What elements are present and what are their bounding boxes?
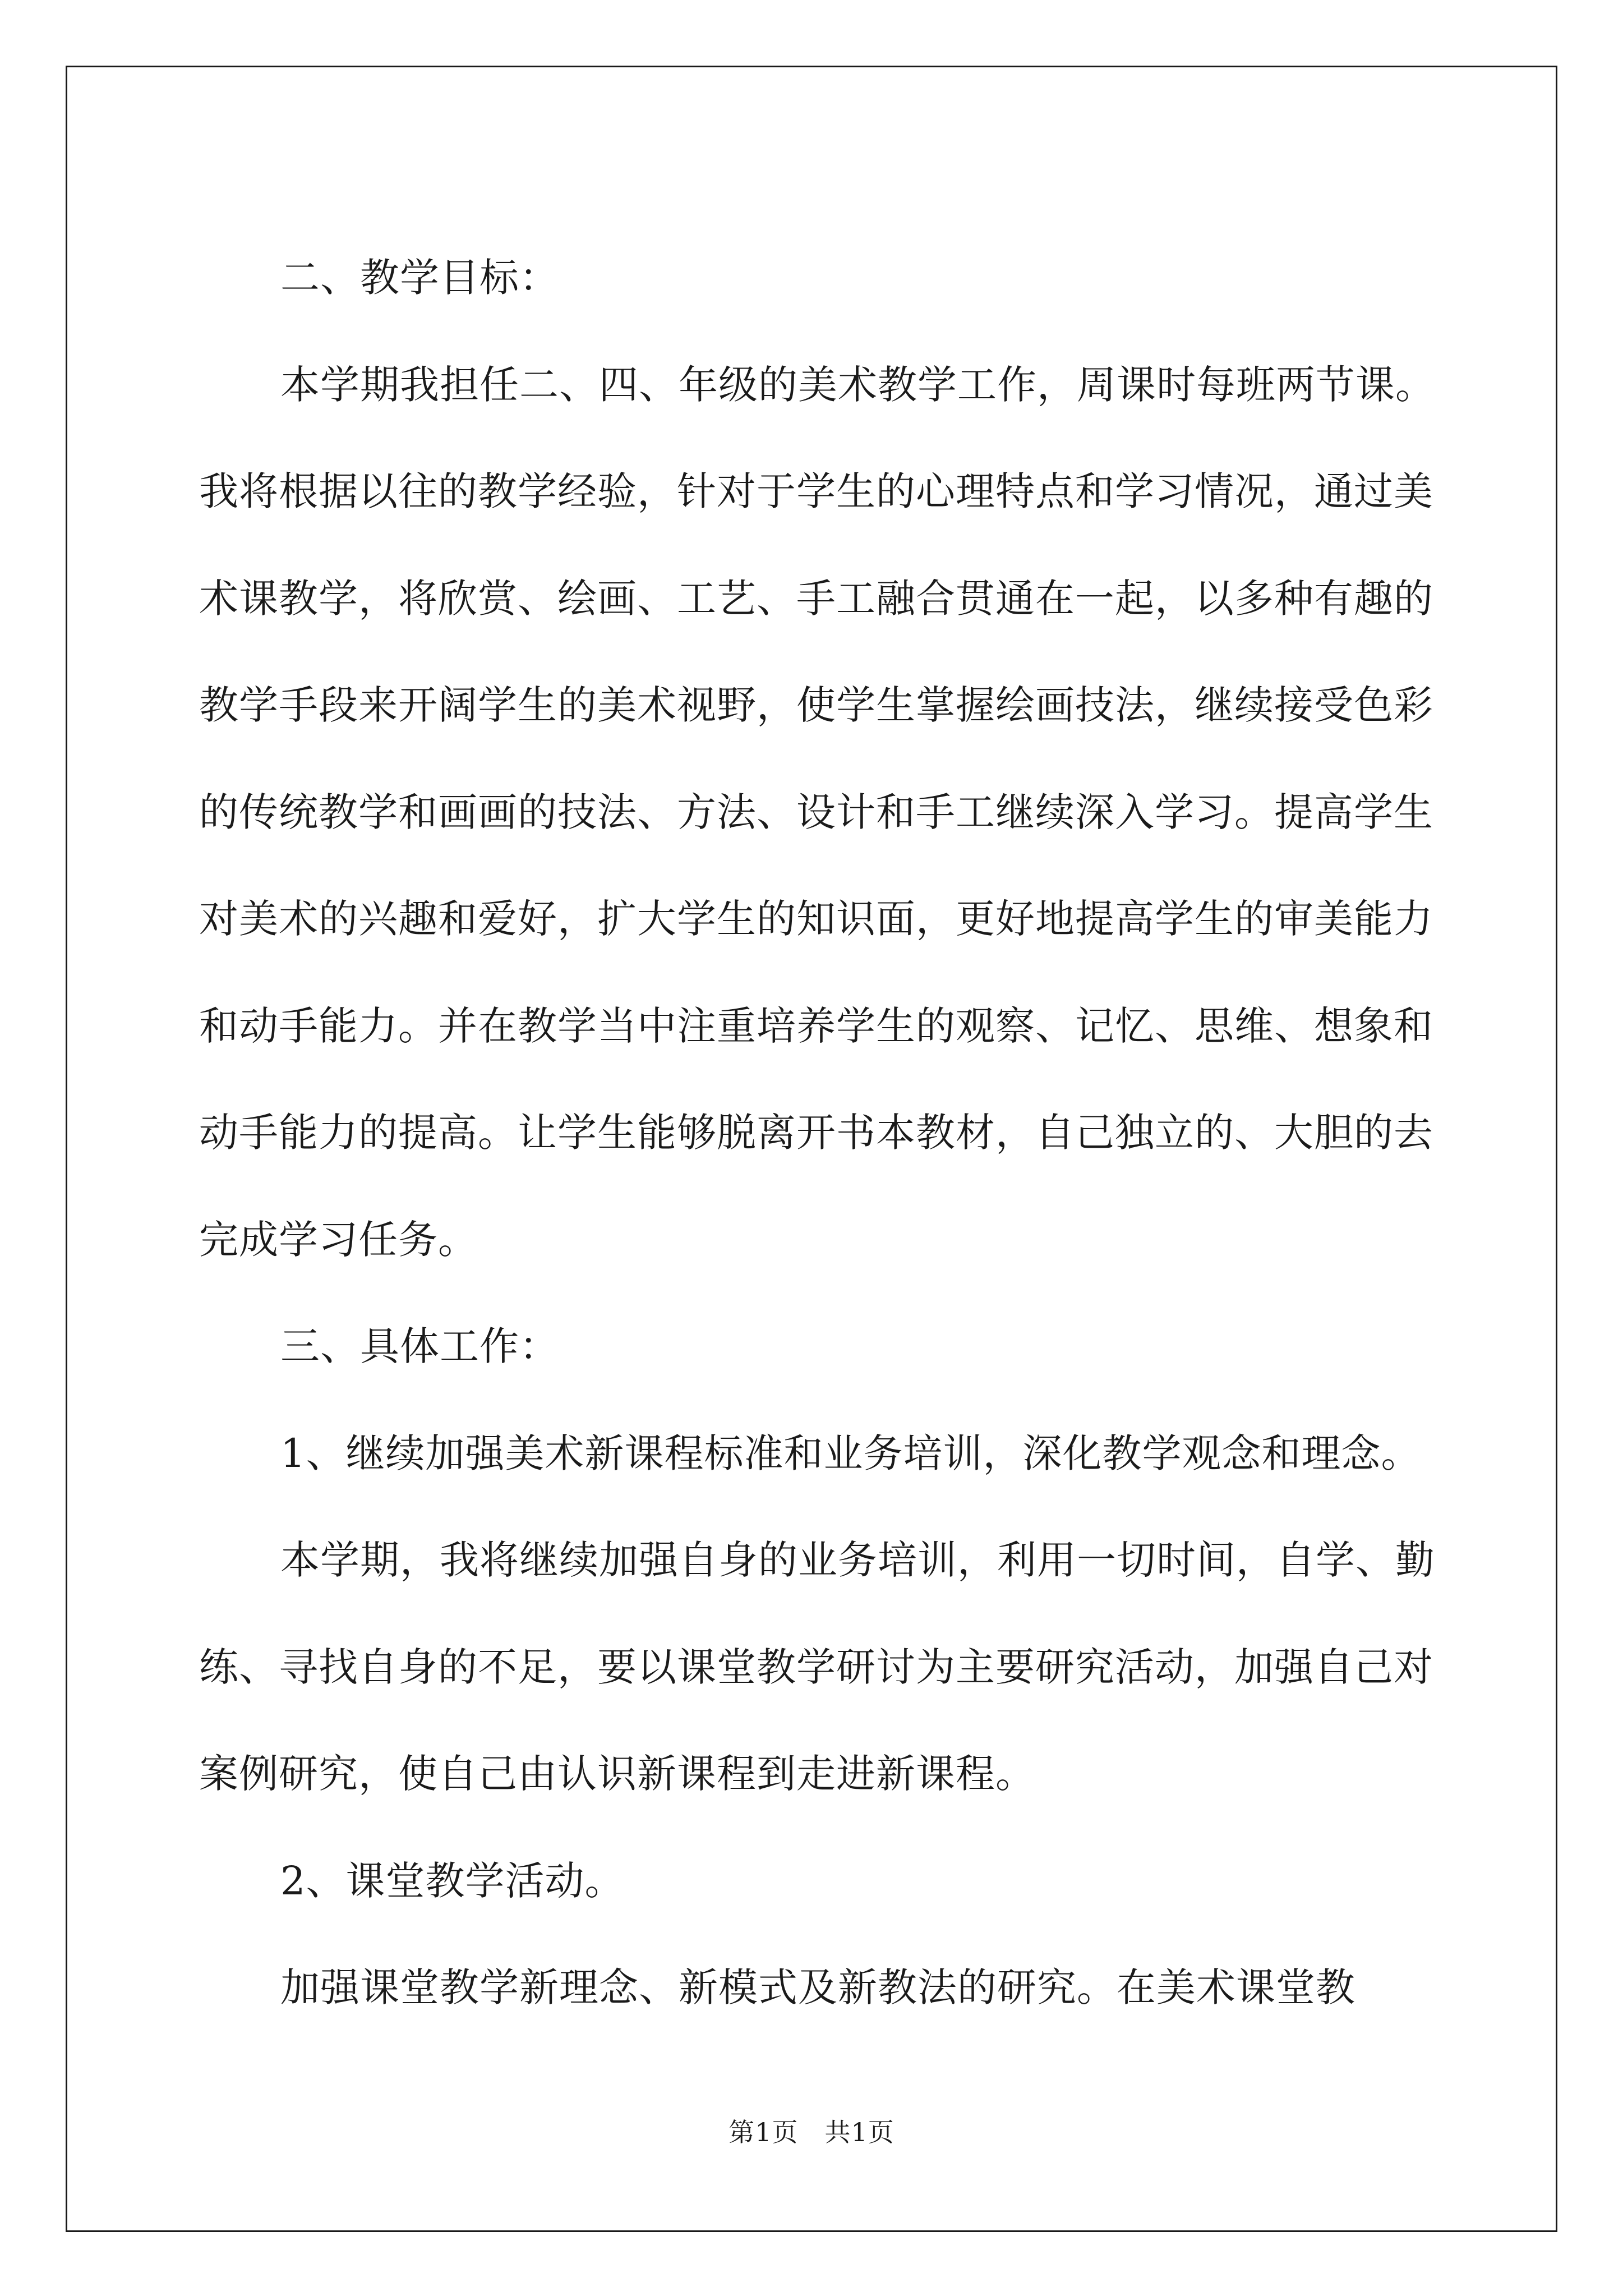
paragraph-classroom: 加强课堂教学新理念、新模式及新教法的研究。在美术课堂教 bbox=[280, 1964, 1355, 2010]
document-body bbox=[199, 224, 1455, 2041]
paragraph-item-two: 2、课堂教学活动。 bbox=[280, 1857, 625, 1904]
paragraph-item-one: 1、继续加强美术新课程标准和业务培训，深化教学观念和理念。 bbox=[280, 1430, 1421, 1476]
paragraph-section-three-heading: 三、具体工作： bbox=[280, 1323, 559, 1369]
paragraph-section-two-heading: 二、教学目标： bbox=[280, 255, 559, 301]
page-number-footer: 第1页 共1页 bbox=[728, 2117, 895, 2147]
paragraph-teaching-goals: 本学期我担任二、四、年级的美术教学工作，周课时每班两节课。我将根据以往的教学经验，针对于学生的心理特点和学习情况，通过美术课教学，将欣赏、绘画、工艺、手工融合贯通在一起，以多种有趣的教学手段来开阔学生的美术视野，使学生掌握绘画技法，继续接受色彩的传统教学和画画的技法、方法、设计和手工继续深入学习。提高学生对美术的兴趣和爱好，扩大学生的知识面，更好地提高学生的审美能力和动手能力。并在教学当中注重培养学生的观察、记忆、思维、想象和动手能力的提高。让学生能够脱离开书本教材，自己独立的、大胆的去完成学习任务。 bbox=[199, 361, 1435, 1263]
paragraph-training: 本学期，我将继续加强自身的业务培训，利用一切时间，自学、勤练、寻找自身的不足，要以课堂教学研讨为主要研究活动，加强自己对案例研究，使自己由认识新课程到走进新课程。 bbox=[199, 1537, 1435, 1797]
